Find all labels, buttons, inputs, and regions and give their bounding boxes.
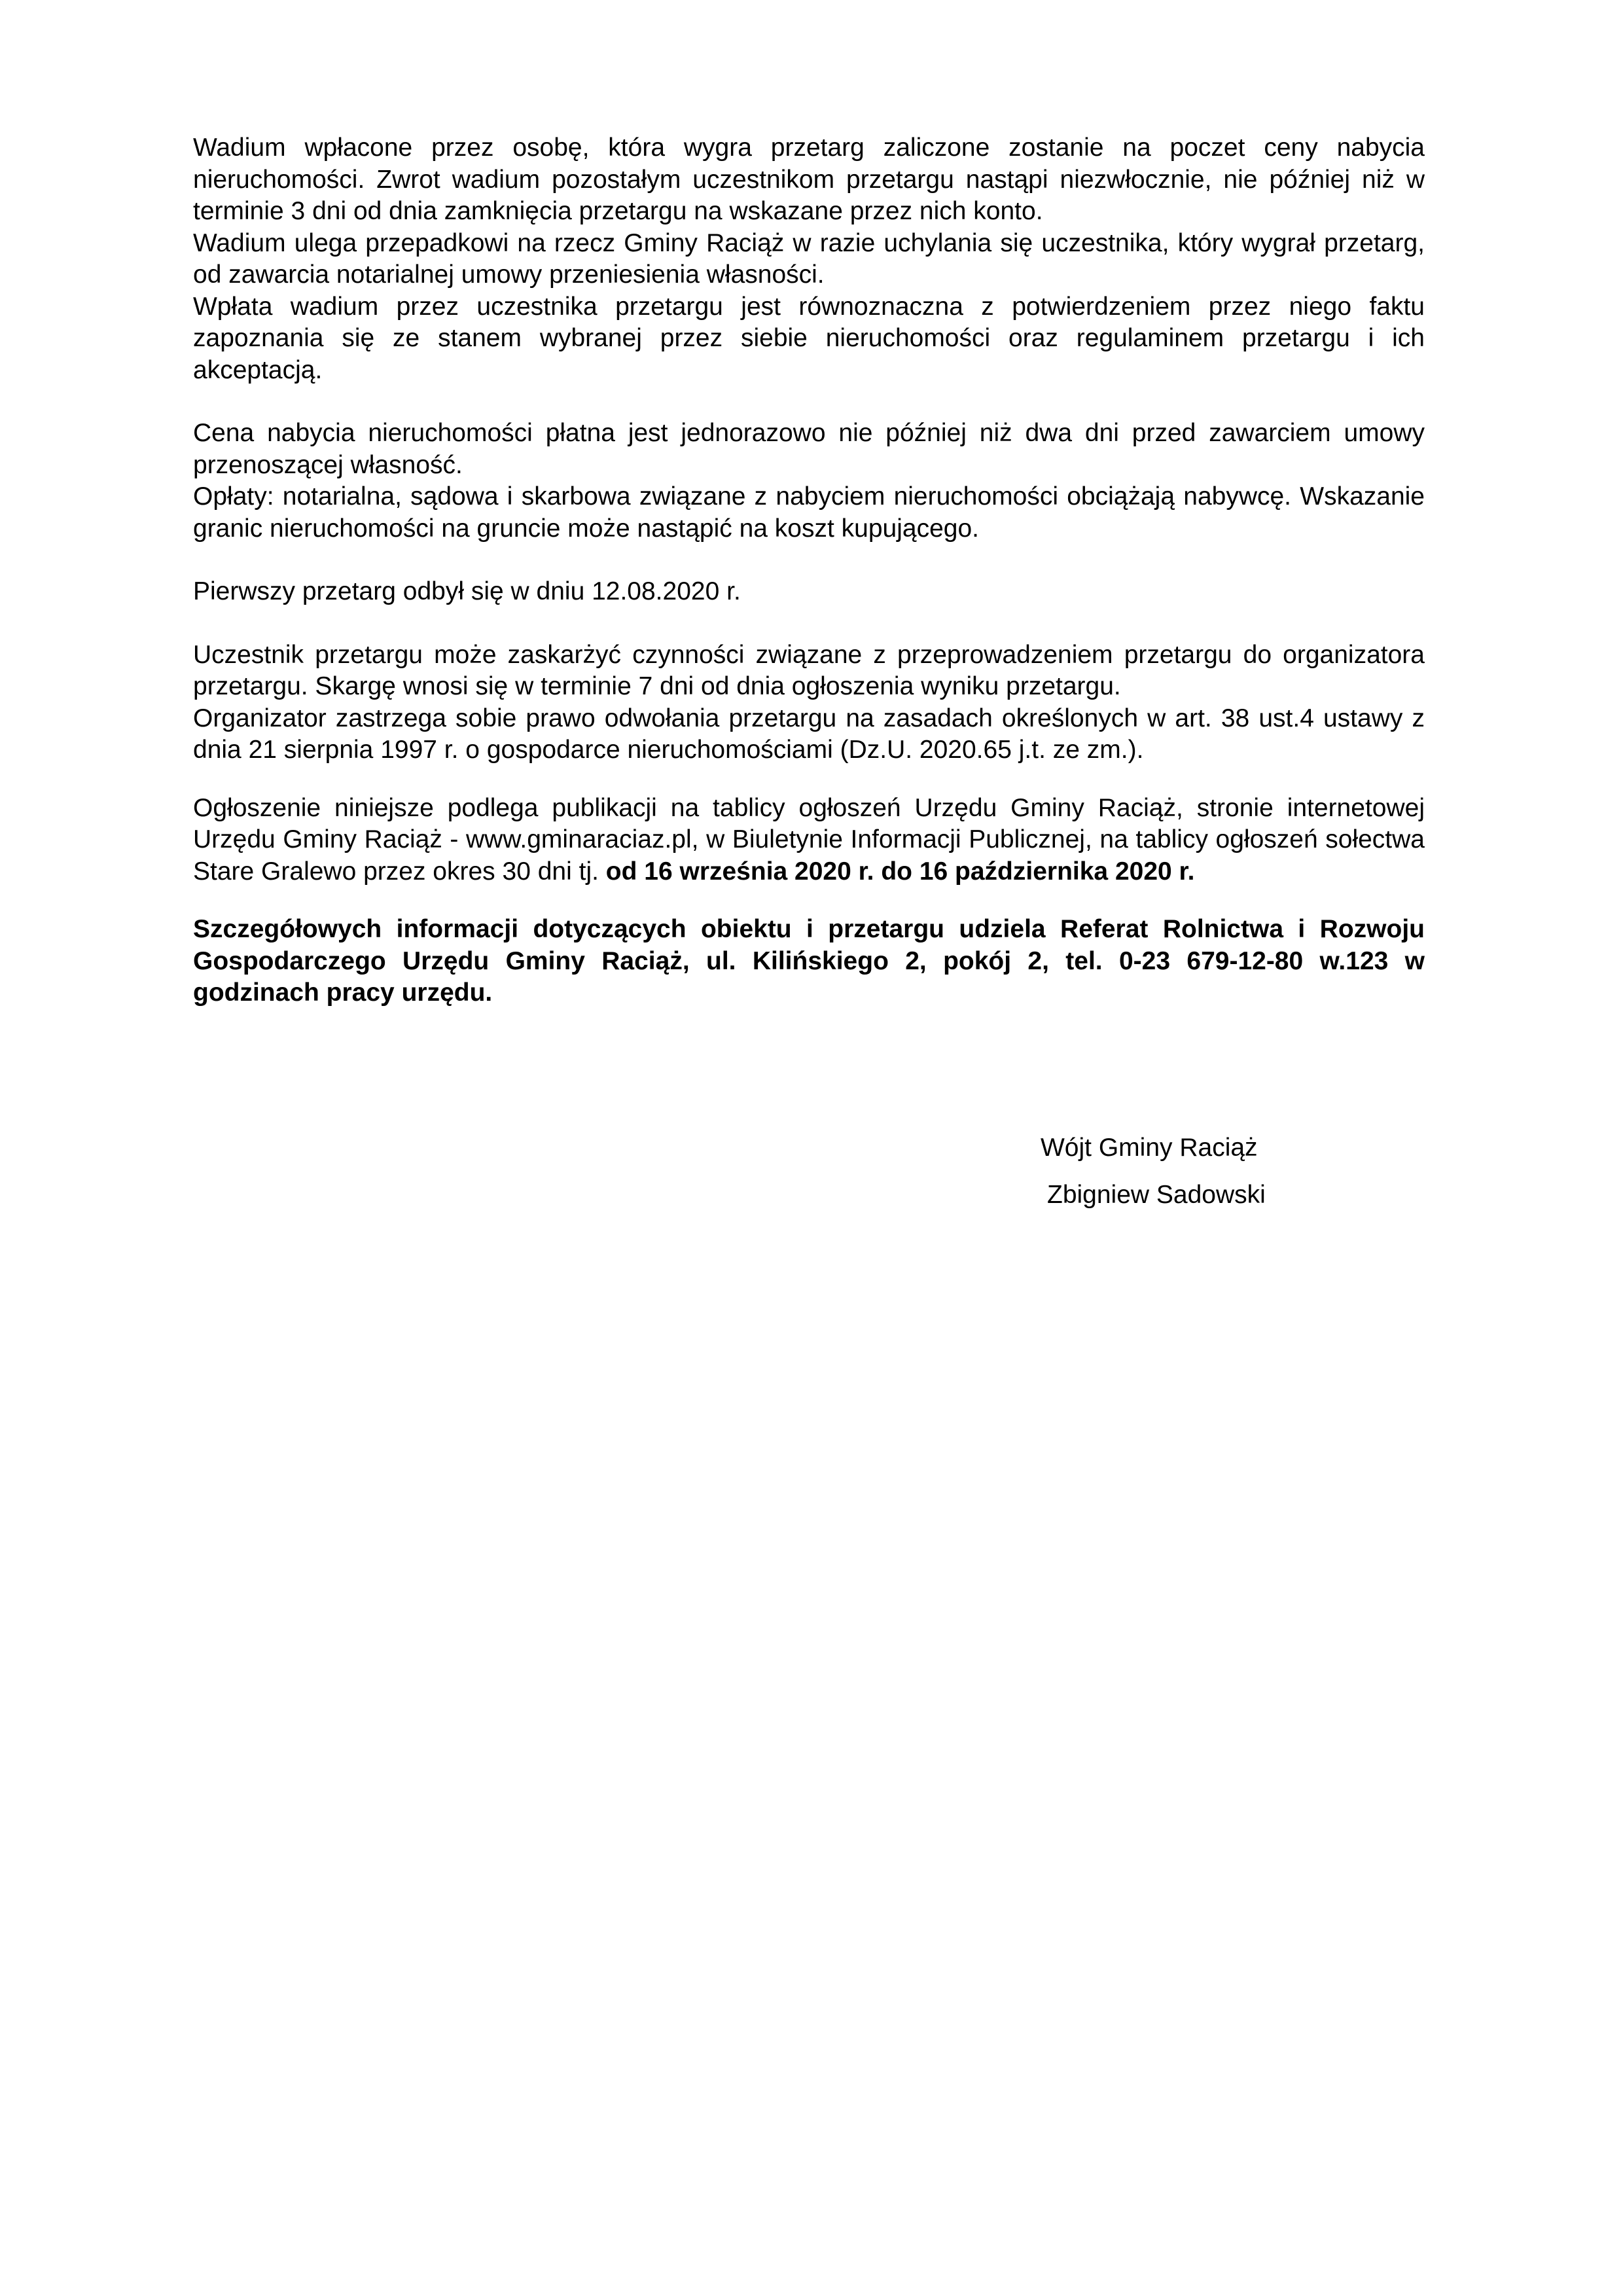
signature-name: Zbigniew Sadowski [1047, 1181, 1266, 1209]
paragraph-first-auction: Pierwszy przetarg odbył się w dniu 12.08.2020 r. [193, 577, 741, 605]
document-body [193, 132, 1425, 1009]
paragraph-wadium-forfeit: Wadium ulega przepadkowi na rzecz Gminy Raciąż w razie uchylania się uczestnika, który wygrał przetarg, od zawarcia notarialnej umowy przeniesienia własności. [193, 228, 1425, 289]
paragraph-complaint: Uczestnik przetargu może zaskarżyć czynności związane z przeprowadzeniem przetargu do organizatora przetargu. Skargę wnosi się w terminie 7 dni od dnia ogłoszenia wyniku przetargu. [193, 640, 1425, 700]
paragraph-price-payment: Cena nabycia nieruchomości płatna jest jednorazowo nie później niż dwa dni przed zawarciem umowy przenoszącej własność. [193, 419, 1425, 479]
paragraph-organizer-rights: Organizator zastrzega sobie prawo odwołania przetargu na zasadach określonych w art. 38 ust.4 ustawy z dnia 21 sierpnia 1997 r. o gospodarce nieruchomościami (Dz.U. 2020.65 j.t. ze zm.). [193, 704, 1425, 764]
publication-dates: od 16 września 2020 r. do 16 października 2020 r. [605, 857, 1195, 886]
paragraph-wadium-acceptance: Wpłata wadium przez uczestnika przetargu jest równoznaczna z potwierdzeniem przez niego faktu zapoznania się ze stanem wybranej przez siebie nieruchomości oraz regulaminem przetargu i ich akceptacją. [193, 292, 1425, 384]
paragraph-contact-info: Szczegółowych informacji dotyczących obiektu i przetargu udziela Referat Rolnictwa i Rozwoju Gospodarczego Urzędu Gminy Raciąż, ul. Kilińskiego 2, pokój 2, tel. 0-23 679-12-80 w.123 w godzinach pracy urzędu. [193, 915, 1425, 1007]
signature-block [1041, 1132, 1266, 1211]
paragraph-wadium-refund: Wadium wpłacone przez osobę, która wygra przetarg zaliczone zostanie na poczet ceny nabycia nieruchomości. Zwrot wadium pozostałym uczestnikom przetargu nastąpi niezwłocznie, nie później niż w terminie 3 dni od dnia zamknięcia przetargu na wskazane przez nich konto. [193, 134, 1425, 225]
publication-text: Ogłoszenie niniejsze podlega publikacji na tablicy ogłoszeń Urzędu Gminy Raciąż, stronie internetowej Urzędu Gminy Raciąż - www.gminaraciaz.pl, w Biuletynie Informacji Publicznej, na tablicy ogłoszeń sołectwa Stare Gralewo przez okres 30 dni tj. [193, 793, 1425, 886]
paragraph-publication [193, 793, 1425, 888]
paragraph-fees: Opłaty: notarialna, sądowa i skarbowa związane z nabyciem nieruchomości obciążają nabywcę. Wskazanie granic nieruchomości na gruncie może nastąpić na koszt kupującego. [193, 482, 1425, 543]
signature-title: Wójt Gminy Raciąż [1041, 1134, 1258, 1162]
